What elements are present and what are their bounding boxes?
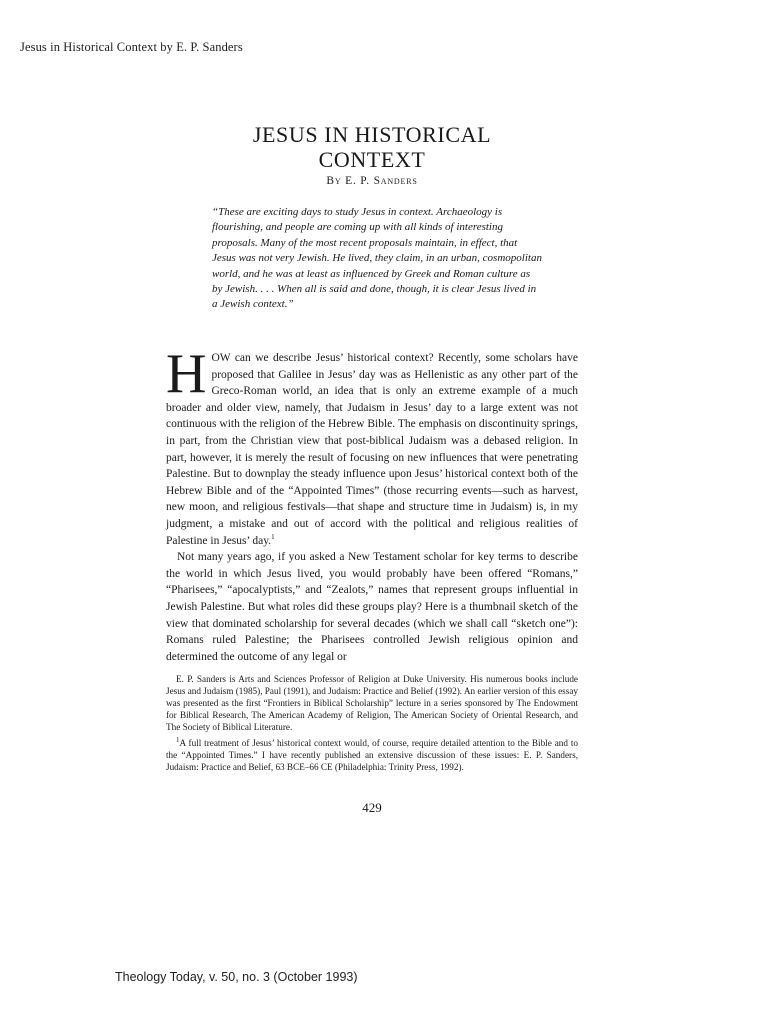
article-title-line-2: CONTEXT xyxy=(318,147,426,172)
paragraph-1-text: OW can we describe Jesus’ historical context? Recently, some scholars have proposed that Galilee in Jesus’ day was as Hellenistic as any other part of the Greco-Roman world, an idea that is only an extreme example of a much broader and older view, namely, that Judaism in Jesus’ day to a large extent was not continuous with the religion of the Hebrew Bible. The emphasis on discontinuity springs, in part, from the Christian view that post-biblical Judaism was a debased religion. In part, however, it is merely the result of focusing on new influences that were penetrating Palestine. But to downplay the steady influence upon Jesus’ historical context both of the Hebrew Bible and of the “Appointed Times” (those recurring events—such as harvest, new moon, and religious festivals—that shape and structure time in Judaism) is, in my judgment, a mistake and out of accord with the political and religious realities of Palestine in Jesus’ day. xyxy=(166,352,578,547)
article-body xyxy=(166,343,578,665)
journal-citation: Theology Today, v. 50, no. 3 (October 1993) xyxy=(115,970,358,984)
body-paragraph-2: Not many years ago, if you asked a New Testament scholar for key terms to describe the world in which Jesus lived, you would probably have been offered “Romans,” “Pharisees,” “apocalyptists,” and “Zealots,” names that represent groups influential in Jewish Palestine. But what roles did these groups play? Here is a thumbnail sketch of the view that dominated scholarship for several decades (which we shall call “sketch one”): Romans ruled Palestine; the Pharisees controlled Jewish religious opinion and determined the outcome of any legal or xyxy=(166,551,578,663)
footnote-1 xyxy=(166,737,578,773)
footnote-ref-1: 1 xyxy=(271,532,275,541)
article-byline: By E. P. Sanders xyxy=(326,175,418,187)
running-header: Jesus in Historical Context by E. P. Sanders xyxy=(20,40,243,54)
drop-cap: H xyxy=(166,343,207,405)
body-paragraph-1 xyxy=(166,343,578,549)
article-title xyxy=(166,122,578,172)
footnote-1-text: A full treatment of Jesus’ historical context would, of course, require detailed attention to the Bible and to the “Appointed Times.” I have recently published an extensive discussion of these issues: E. P. Sanders, Judaism: Practice and Belief, 63 BCE–66 CE (Philadelphia: Trinity Press, 1992). xyxy=(166,738,578,772)
footnote-1-marker: 1 xyxy=(176,735,180,744)
page-number: 429 xyxy=(362,800,382,815)
author-note: E. P. Sanders is Arts and Sciences Professor of Religion at Duke University. His numerous books include Jesus and Judaism (1985), Paul (1991), and Judaism: Practice and Belief (1992). An earlier version of this essay was presented as the first “Frontiers in Biblical Scholarship” lecture in a series sponsored by The Endowment for Biblical Research, The American Academy of Religion, The American Society of Oriental Research, and The Society of Biblical Literature. xyxy=(166,674,578,732)
article-title-line-1: JESUS IN HISTORICAL xyxy=(252,122,492,147)
footnotes xyxy=(166,673,578,777)
epigraph-quote: “These are exciting days to study Jesus in context. Archaeology is flourishing, and people are coming up with all kinds of interesting proposals. Many of the most recent proposals maintain, in effect, that Jesus was not very Jewish. He lived, they claim, in an urban, cosmopolitan world, and he was at least as influenced by Greek and Roman culture as by Jewish. . . . When all is said and done, though, it is clear Jesus lived in a Jewish context.” xyxy=(212,206,542,311)
